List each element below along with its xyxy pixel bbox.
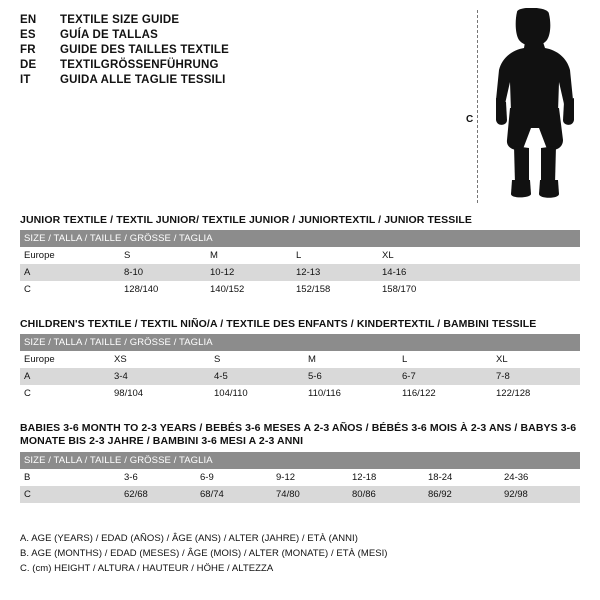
cell: 98/104 bbox=[110, 385, 210, 402]
cell: 12-18 bbox=[348, 469, 424, 486]
cell: 140/152 bbox=[206, 281, 292, 298]
section-children-textile bbox=[20, 318, 580, 402]
section-junior-textile bbox=[20, 214, 580, 298]
language-row bbox=[20, 29, 440, 41]
language-row bbox=[20, 74, 440, 86]
cell: 12-13 bbox=[292, 264, 378, 281]
table-row bbox=[20, 351, 580, 368]
row-label: C bbox=[20, 486, 120, 503]
table-header-label: SIZE / TALLA / TAILLE / GRÖSSE / TAGLIA bbox=[20, 230, 580, 247]
table-row bbox=[20, 486, 580, 503]
cell: 116/122 bbox=[398, 385, 492, 402]
cell: 86/92 bbox=[424, 486, 500, 503]
cell: 92/98 bbox=[500, 486, 580, 503]
section-babies-textile bbox=[20, 422, 580, 503]
cell-empty bbox=[464, 281, 580, 298]
cell: 18-24 bbox=[424, 469, 500, 486]
table-header-row bbox=[20, 452, 580, 469]
table-row bbox=[20, 247, 580, 264]
junior-size-table bbox=[20, 230, 580, 298]
cell: XL bbox=[378, 247, 464, 264]
cell: M bbox=[206, 247, 292, 264]
table-row bbox=[20, 385, 580, 402]
section-title: CHILDREN'S TEXTILE / TEXTIL NIÑO/A / TEXTILE DES ENFANTS / KINDERTEXTIL / BAMBINI TESSILE bbox=[20, 318, 537, 330]
cell: 104/110 bbox=[210, 385, 304, 402]
language-code: IT bbox=[20, 74, 31, 86]
cell: 128/140 bbox=[120, 281, 206, 298]
language-code: FR bbox=[20, 44, 36, 56]
table-row bbox=[20, 368, 580, 385]
cell: L bbox=[292, 247, 378, 264]
language-header bbox=[20, 14, 440, 89]
language-code: ES bbox=[20, 29, 36, 41]
legend-line-c: C. (cm) HEIGHT / ALTURA / HAUTEUR / HÖHE / ALTEZZA bbox=[20, 563, 274, 574]
section-title: BABIES 3-6 MONTH TO 2-3 YEARS / BEBÉS 3-6 MESES A 2-3 AÑOS / BÉBÉS 3-6 MOIS À 2-3 ANS / BABYS 3-6 MONATE BIS 2-3 JAHRE / BAMBINI 3-6 MESI A 2-3 ANNI bbox=[20, 422, 577, 448]
language-title: TEXTILE SIZE GUIDE bbox=[60, 14, 180, 26]
legend-line-b: B. AGE (MONTHS) / EDAD (MESES) / ÂGE (MOIS) / ALTER (MONATE) / ETÀ (MESI) bbox=[20, 548, 388, 559]
language-title: GUIDE DES TAILLES TEXTILE bbox=[60, 44, 229, 56]
cell: 3-4 bbox=[110, 368, 210, 385]
cell: 74/80 bbox=[272, 486, 348, 503]
cell: 5-6 bbox=[304, 368, 398, 385]
cell: XL bbox=[492, 351, 580, 368]
legend-line-a: A. AGE (YEARS) / EDAD (AÑOS) / ÂGE (ANS) / ALTER (JAHRE) / ETÀ (ANNI) bbox=[20, 533, 358, 544]
cell: 158/170 bbox=[378, 281, 464, 298]
language-title: GUIDA ALLE TAGLIE TESSILI bbox=[60, 74, 226, 86]
cell: S bbox=[210, 351, 304, 368]
cell: 4-5 bbox=[210, 368, 304, 385]
babies-size-table bbox=[20, 452, 580, 503]
cell-empty bbox=[464, 264, 580, 281]
language-code: EN bbox=[20, 14, 37, 26]
cell: 24-36 bbox=[500, 469, 580, 486]
figure-area bbox=[455, 8, 585, 203]
row-label: C bbox=[20, 281, 120, 298]
cell: 6-9 bbox=[196, 469, 272, 486]
row-label: A bbox=[20, 264, 120, 281]
cell: S bbox=[120, 247, 206, 264]
cell: 68/74 bbox=[196, 486, 272, 503]
cell: 152/158 bbox=[292, 281, 378, 298]
table-header-label: SIZE / TALLA / TAILLE / GRÖSSE / TAGLIA bbox=[20, 334, 580, 351]
row-label: A bbox=[20, 368, 110, 385]
cell: 9-12 bbox=[272, 469, 348, 486]
language-row bbox=[20, 59, 440, 71]
cell: 7-8 bbox=[492, 368, 580, 385]
table-header-row bbox=[20, 334, 580, 351]
height-measure-line bbox=[477, 10, 478, 203]
row-label: Europe bbox=[20, 247, 120, 264]
row-label: Europe bbox=[20, 351, 110, 368]
toddler-silhouette-icon bbox=[485, 8, 585, 203]
table-header-label: SIZE / TALLA / TAILLE / GRÖSSE / TAGLIA bbox=[20, 452, 580, 469]
cell: 122/128 bbox=[492, 385, 580, 402]
cell: 14-16 bbox=[378, 264, 464, 281]
language-title: TEXTILGRÖSSENFÜHRUNG bbox=[60, 59, 219, 71]
language-code: DE bbox=[20, 59, 37, 71]
table-row bbox=[20, 281, 580, 298]
cell: 62/68 bbox=[120, 486, 196, 503]
cell: XS bbox=[110, 351, 210, 368]
cell: 6-7 bbox=[398, 368, 492, 385]
cell: 110/116 bbox=[304, 385, 398, 402]
section-title: JUNIOR TEXTILE / TEXTIL JUNIOR/ TEXTILE JUNIOR / JUNIORTEXTIL / JUNIOR TESSILE bbox=[20, 214, 472, 226]
children-size-table bbox=[20, 334, 580, 402]
table-header-row bbox=[20, 230, 580, 247]
table-row bbox=[20, 264, 580, 281]
table-row bbox=[20, 469, 580, 486]
language-row bbox=[20, 44, 440, 56]
cell: 3-6 bbox=[120, 469, 196, 486]
language-row bbox=[20, 14, 440, 26]
cell: L bbox=[398, 351, 492, 368]
cell: 80/86 bbox=[348, 486, 424, 503]
language-title: GUÍA DE TALLAS bbox=[60, 29, 158, 41]
height-measure-label: C bbox=[466, 114, 474, 125]
row-label: C bbox=[20, 385, 110, 402]
cell: 8-10 bbox=[120, 264, 206, 281]
cell: 10-12 bbox=[206, 264, 292, 281]
legend bbox=[20, 533, 580, 578]
cell: M bbox=[304, 351, 398, 368]
row-label: B bbox=[20, 469, 120, 486]
cell-empty bbox=[464, 247, 580, 264]
